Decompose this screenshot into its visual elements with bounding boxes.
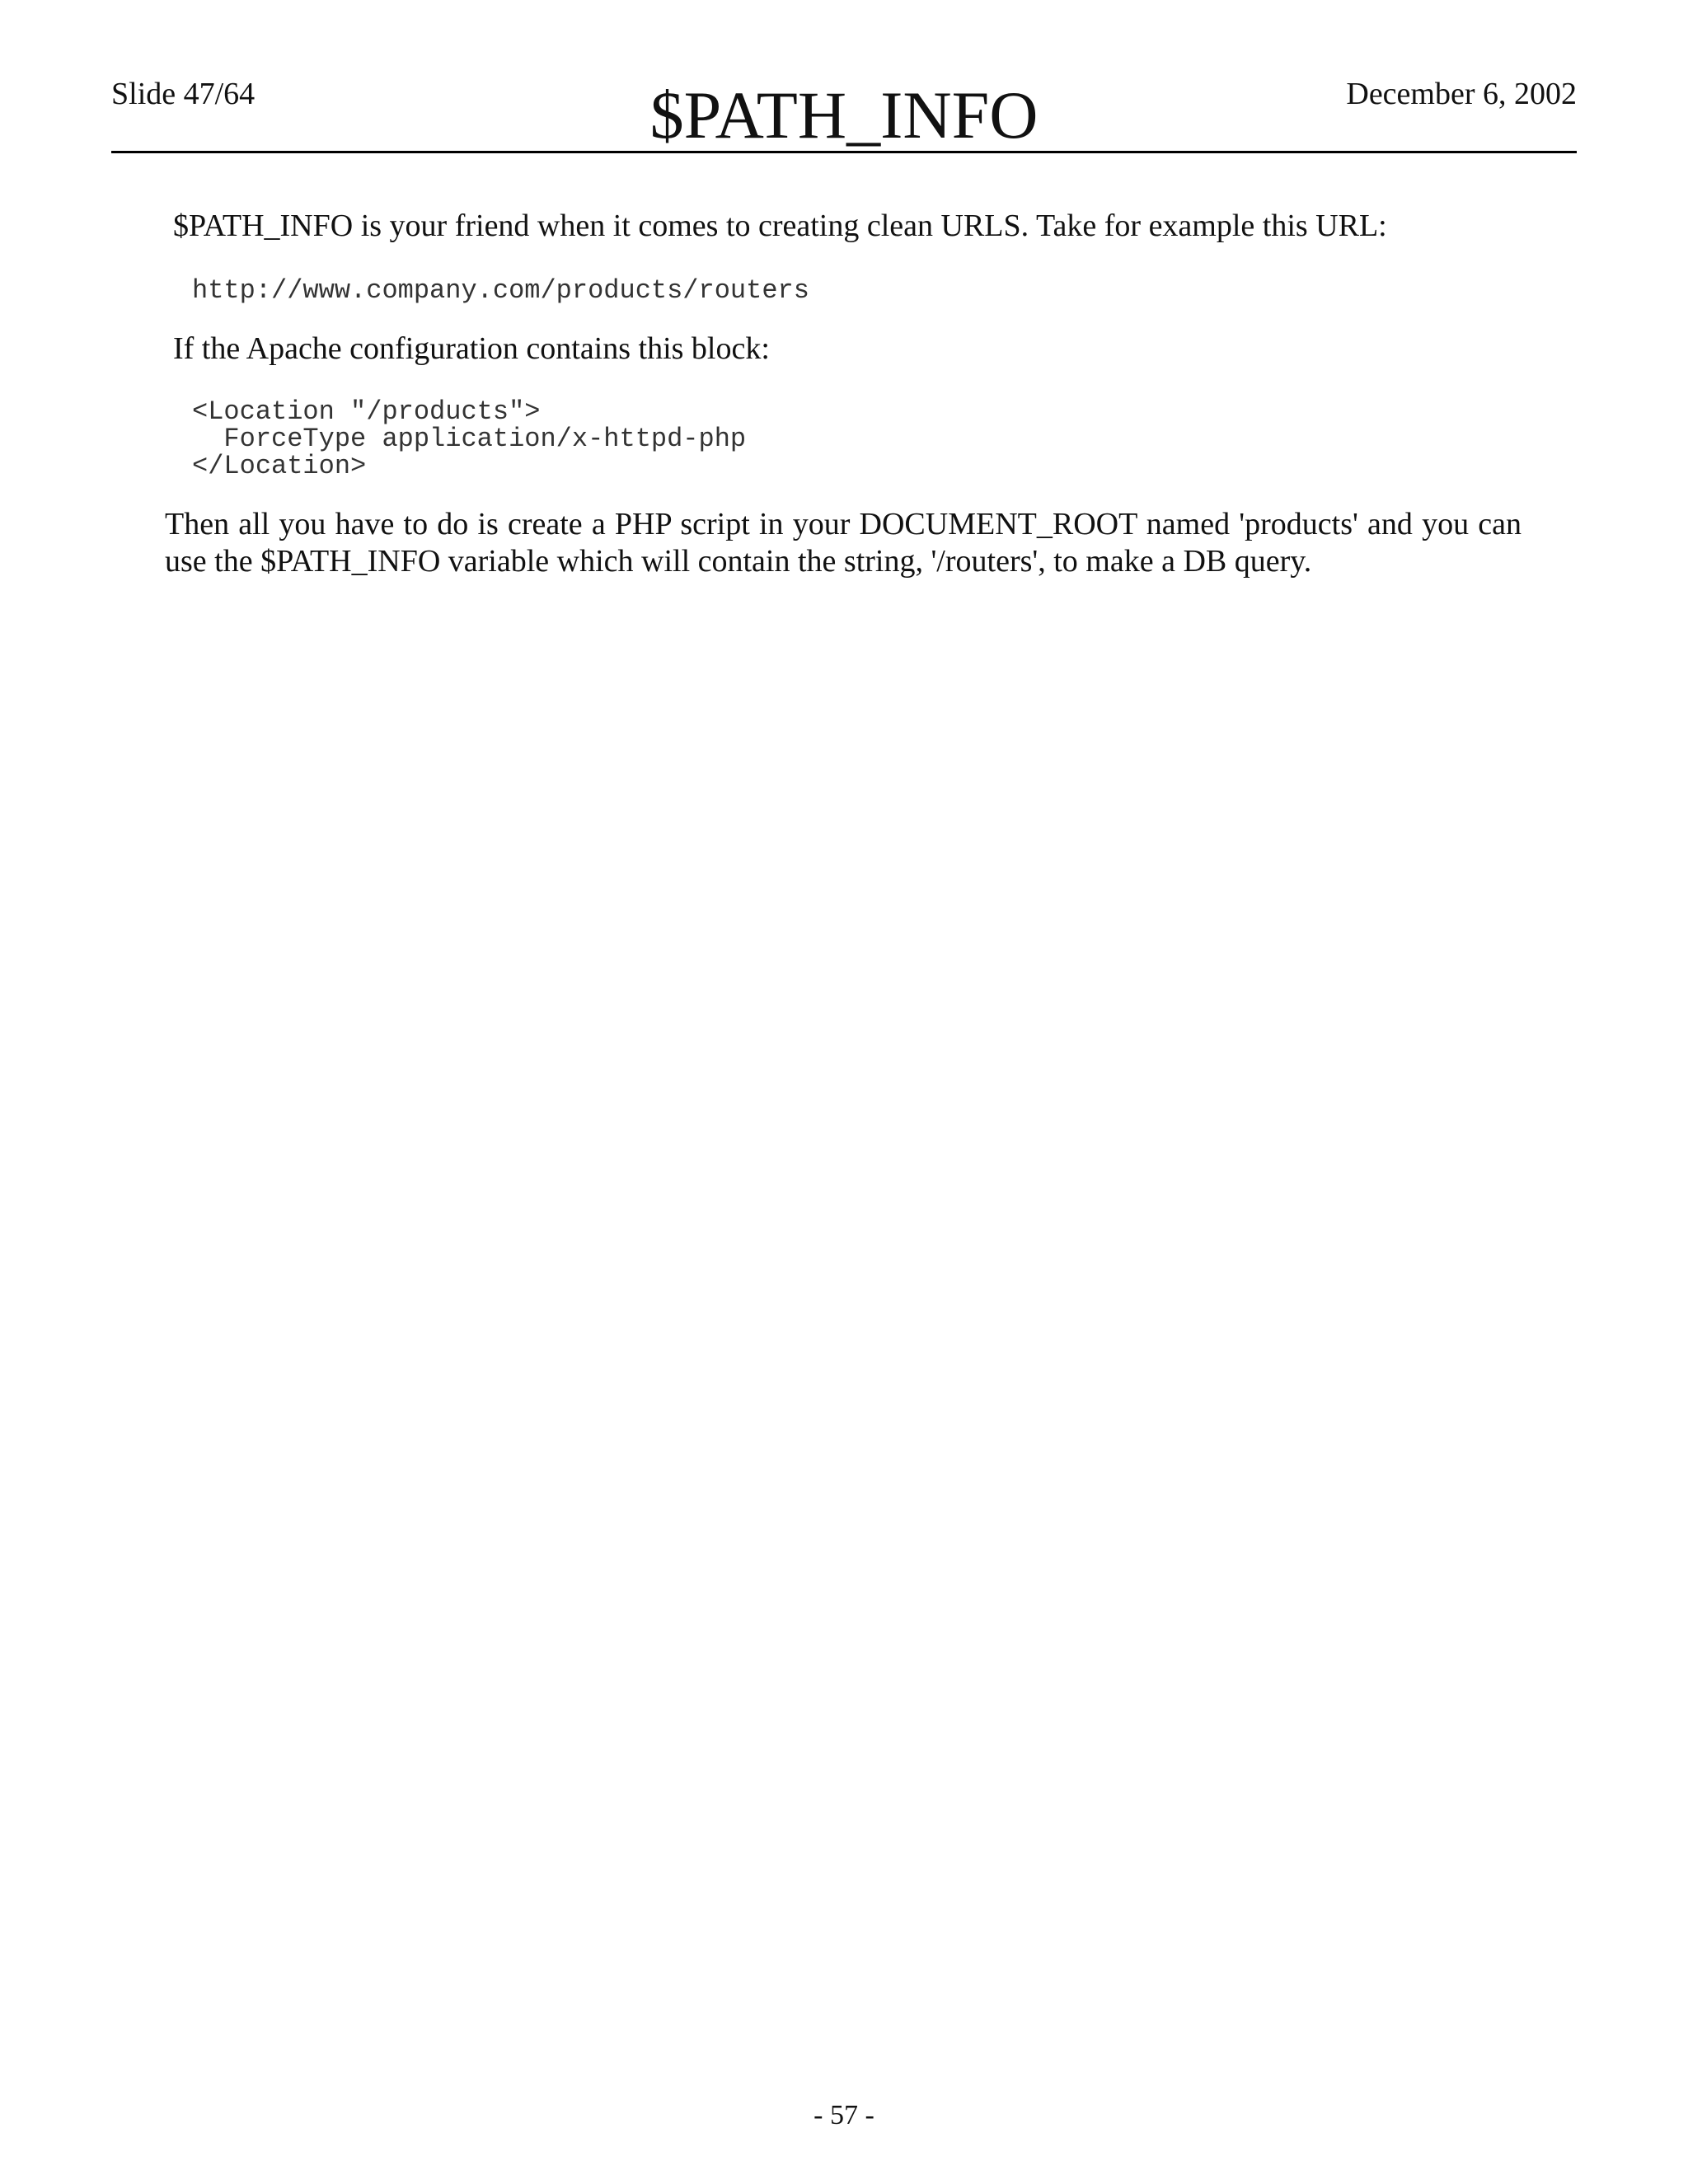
intro-paragraph: $PATH_INFO is your friend when it comes to creating clean URLS. Take for example this URL:: [173, 209, 1387, 243]
config-line-1: <Location "/products">: [192, 396, 541, 427]
config-line-3: </Location>: [192, 451, 367, 481]
page-number-footer: - 57 -: [814, 2100, 874, 2130]
config-line-2: ForceType application/x-httpd-php: [192, 424, 747, 454]
apache-config-code-block: [192, 398, 746, 480]
page-title: $PATH_INFO: [649, 77, 1039, 152]
slide-number: Slide 47/64: [111, 77, 256, 111]
example-url-code: http://www.company.com/products/routers: [192, 275, 809, 306]
config-intro-paragraph: If the Apache configuration contains this block:: [173, 331, 770, 366]
slide-date: December 6, 2002: [1346, 77, 1577, 111]
slide-header: [111, 0, 1577, 153]
conclusion-paragraph: Then all you have to do is create a PHP script in your DOCUMENT_ROOT named 'products' and you can use the $PATH_INFO variable which will contain the string, '/routers', to make a DB query.: [165, 507, 1522, 579]
